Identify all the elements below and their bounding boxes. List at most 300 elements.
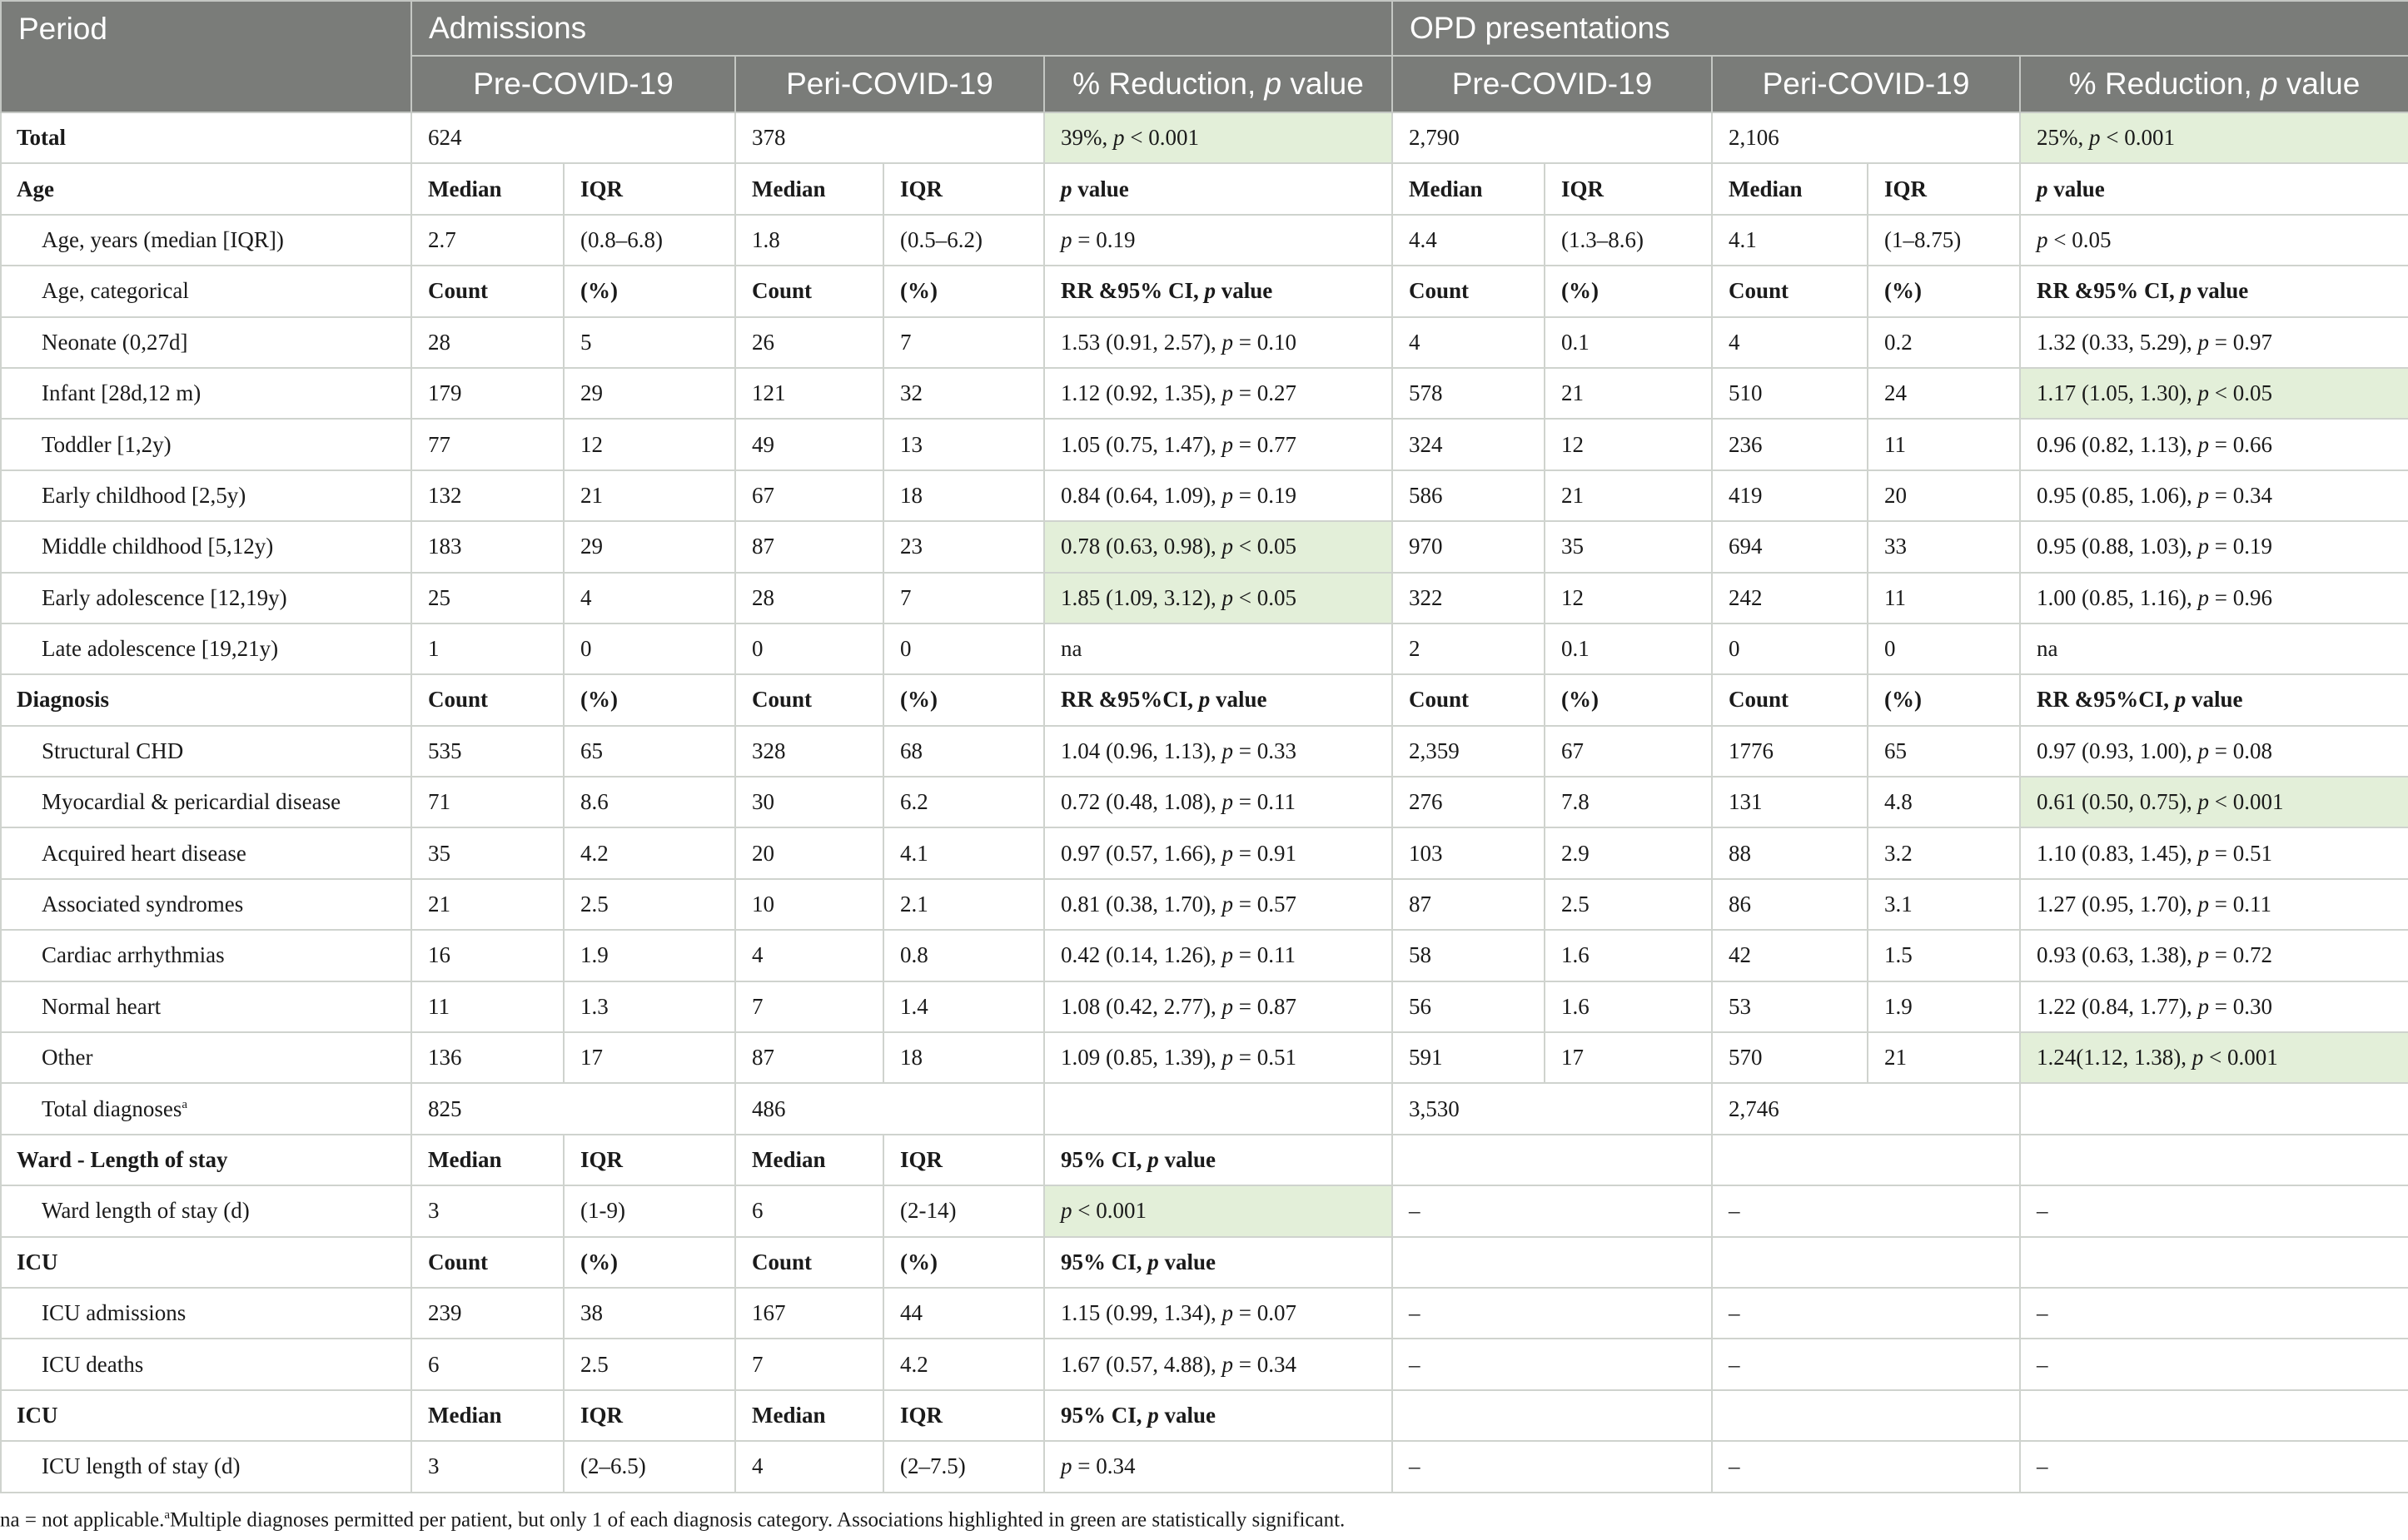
table-cell: 29 <box>564 368 735 419</box>
table-cell: 21 <box>1545 470 1712 521</box>
table-row <box>1 1288 2408 1339</box>
table-cell: 1.12 (0.92, 1.35), p = 0.27 <box>1044 368 1392 419</box>
table-cell: 88 <box>1712 827 1868 878</box>
table-cell: Count <box>411 674 564 725</box>
table-cell: 1.10 (0.83, 1.45), p = 0.51 <box>2020 827 2408 878</box>
admissions-reduction-header: % Reduction, p value <box>1044 56 1392 112</box>
table-cell: 0.97 (0.57, 1.66), p = 0.91 <box>1044 827 1392 878</box>
table-row <box>1 1032 2408 1083</box>
row-label-neonate-0-27d: Neonate (0,27d] <box>1 317 411 368</box>
table-row <box>1 266 2408 316</box>
table-cell: 20 <box>735 827 883 878</box>
table-cell: 322 <box>1392 573 1545 623</box>
table-cell: Count <box>735 1237 883 1288</box>
table-cell: 0.81 (0.38, 1.70), p = 0.57 <box>1044 879 1392 930</box>
table-cell: (0.5–6.2) <box>883 215 1044 266</box>
table-cell: 11 <box>1868 419 2020 469</box>
table-cell: 2.7 <box>411 215 564 266</box>
row-label-early-childhood-2-5y: Early childhood [2,5y) <box>1 470 411 521</box>
table-cell: 0.78 (0.63, 0.98), p < 0.05 <box>1044 521 1392 572</box>
table-cell: 7 <box>883 317 1044 368</box>
table-cell: 28 <box>411 317 564 368</box>
row-label-associated-syndromes: Associated syndromes <box>1 879 411 930</box>
table-cell: 1.67 (0.57, 4.88), p = 0.34 <box>1044 1339 1392 1389</box>
row-label-toddler-1-2y: Toddler [1,2y) <box>1 419 411 469</box>
table-cell <box>2020 1135 2408 1185</box>
opd-pre-header: Pre-COVID-19 <box>1392 56 1712 112</box>
table-cell: 12 <box>1545 573 1712 623</box>
table-row <box>1 981 2408 1032</box>
table-cell: 17 <box>564 1032 735 1083</box>
table-cell: 694 <box>1712 521 1868 572</box>
table-cell: (%) <box>1545 674 1712 725</box>
table-cell: 570 <box>1712 1032 1868 1083</box>
table-cell: 87 <box>735 521 883 572</box>
table-row <box>1 777 2408 827</box>
table-cell: 183 <box>411 521 564 572</box>
table-cell: (%) <box>883 1237 1044 1288</box>
table-cell: – <box>1392 1441 1712 1492</box>
table-cell: 86 <box>1712 879 1868 930</box>
opd-reduction-header: % Reduction, p value <box>2020 56 2408 112</box>
table-cell: IQR <box>564 1135 735 1185</box>
table-cell: IQR <box>883 1135 1044 1185</box>
row-label-icu: ICU <box>1 1237 411 1288</box>
table-cell: 3 <box>411 1441 564 1492</box>
table-cell: 3.1 <box>1868 879 2020 930</box>
table-cell: 179 <box>411 368 564 419</box>
table-cell: 0.84 (0.64, 1.09), p = 0.19 <box>1044 470 1392 521</box>
table-cell: IQR <box>883 163 1044 214</box>
table-cell: 1.4 <box>883 981 1044 1032</box>
table-cell: (1–8.75) <box>1868 215 2020 266</box>
table-cell: (%) <box>564 674 735 725</box>
table-cell: 18 <box>883 470 1044 521</box>
table-cell: IQR <box>1545 163 1712 214</box>
table-cell: – <box>1712 1185 2020 1236</box>
table-cell: 3,530 <box>1392 1083 1712 1134</box>
table-cell: 242 <box>1712 573 1868 623</box>
table-cell: 378 <box>735 112 1044 163</box>
header-row-1 <box>1 1 2408 56</box>
table-cell <box>1392 1135 1712 1185</box>
table-cell: 239 <box>411 1288 564 1339</box>
table-cell: 1.00 (0.85, 1.16), p = 0.96 <box>2020 573 2408 623</box>
table-cell: 20 <box>1868 470 2020 521</box>
table-cell: – <box>1712 1441 2020 1492</box>
table-cell: 35 <box>1545 521 1712 572</box>
footnote-superscript: a <box>164 1508 171 1522</box>
table-row <box>1 163 2408 214</box>
table-cell: p = 0.19 <box>1044 215 1392 266</box>
table-cell: (1-9) <box>564 1185 735 1236</box>
row-label-normal-heart: Normal heart <box>1 981 411 1032</box>
table-cell: 167 <box>735 1288 883 1339</box>
table-cell: RR &95%CI, p value <box>2020 674 2408 725</box>
table-cell: 44 <box>883 1288 1044 1339</box>
row-label-total-diagnoses: Total diagnoses$^a$ <box>1 1083 411 1134</box>
table-cell: 0.61 (0.50, 0.75), p < 0.001 <box>2020 777 2408 827</box>
table-cell: Median <box>411 1135 564 1185</box>
table-cell: Median <box>735 1390 883 1441</box>
table-cell: 5 <box>564 317 735 368</box>
table-cell: 11 <box>1868 573 2020 623</box>
row-label-infant-28d-12-m: Infant [28d,12 m) <box>1 368 411 419</box>
table-cell: 49 <box>735 419 883 469</box>
table-cell: Count <box>411 1237 564 1288</box>
table-cell: 35 <box>411 827 564 878</box>
row-label-age-years-median-iqr: Age, years (median [IQR]) <box>1 215 411 266</box>
table-cell: 4.1 <box>883 827 1044 878</box>
table-cell: 4 <box>1712 317 1868 368</box>
table-cell: 3 <box>411 1185 564 1236</box>
row-label-ward-length-of-stay: Ward - Length of stay <box>1 1135 411 1185</box>
row-label-age: Age <box>1 163 411 214</box>
table-cell: 0.1 <box>1545 623 1712 674</box>
table-cell: 67 <box>1545 726 1712 777</box>
table-cell: 121 <box>735 368 883 419</box>
table-cell: 0 <box>1712 623 1868 674</box>
table-cell: 0.93 (0.63, 1.38), p = 0.72 <box>2020 930 2408 981</box>
table-cell: 4.4 <box>1392 215 1545 266</box>
footnote-na: na = not applicable. <box>0 1508 165 1532</box>
table-cell: 510 <box>1712 368 1868 419</box>
table-cell: 1.05 (0.75, 1.47), p = 0.77 <box>1044 419 1392 469</box>
table-cell: (%) <box>1545 266 1712 316</box>
table-cell: 136 <box>411 1032 564 1083</box>
opd-peri-header: Peri-COVID-19 <box>1712 56 2020 112</box>
row-label-structural-chd: Structural CHD <box>1 726 411 777</box>
table-cell: Median <box>411 163 564 214</box>
row-label-cardiac-arrhythmias: Cardiac arrhythmias <box>1 930 411 981</box>
table-cell: 0.95 (0.85, 1.06), p = 0.34 <box>2020 470 2408 521</box>
table-row <box>1 1390 2408 1441</box>
table-cell: Median <box>735 1135 883 1185</box>
table-cell: 23 <box>883 521 1044 572</box>
table-cell: 0.2 <box>1868 317 2020 368</box>
table-cell: 32 <box>883 368 1044 419</box>
table-cell: 25 <box>411 573 564 623</box>
table-cell: 25%, p < 0.001 <box>2020 112 2408 163</box>
table-cell: (2–6.5) <box>564 1441 735 1492</box>
table-cell: (%) <box>883 674 1044 725</box>
table-cell: 486 <box>735 1083 1044 1134</box>
table-cell: 0 <box>564 623 735 674</box>
table-row <box>1 674 2408 725</box>
table-cell: 33 <box>1868 521 2020 572</box>
table-cell: 0.72 (0.48, 1.08), p = 0.11 <box>1044 777 1392 827</box>
table-cell: 0.1 <box>1545 317 1712 368</box>
table-cell: 324 <box>1392 419 1545 469</box>
table-cell: Count <box>735 266 883 316</box>
table-cell: 12 <box>1545 419 1712 469</box>
table-cell: 578 <box>1392 368 1545 419</box>
table-cell: Count <box>1392 266 1545 316</box>
table-cell: 1.15 (0.99, 1.34), p = 0.07 <box>1044 1288 1392 1339</box>
table-cell: 1.27 (0.95, 1.70), p = 0.11 <box>2020 879 2408 930</box>
table-cell: 7 <box>883 573 1044 623</box>
table-cell: 87 <box>1392 879 1545 930</box>
table-row <box>1 215 2408 266</box>
table-cell: 56 <box>1392 981 1545 1032</box>
table-cell: 95% CI, p value <box>1044 1237 1392 1288</box>
table-cell: 13 <box>883 419 1044 469</box>
table-cell: p < 0.05 <box>2020 215 2408 266</box>
table-cell: 30 <box>735 777 883 827</box>
row-label-late-adolescence-19-21y: Late adolescence [19,21y) <box>1 623 411 674</box>
table-cell: 21 <box>411 879 564 930</box>
table-row <box>1 1185 2408 1236</box>
table-cell: 95% CI, p value <box>1044 1135 1392 1185</box>
row-label-other: Other <box>1 1032 411 1083</box>
table-cell: 1.22 (0.84, 1.77), p = 0.30 <box>2020 981 2408 1032</box>
table-cell <box>1044 1083 1392 1134</box>
table-cell: IQR <box>1868 163 2020 214</box>
table-cell: p value <box>2020 163 2408 214</box>
table-cell: 2 <box>1392 623 1545 674</box>
row-label-icu-deaths: ICU deaths <box>1 1339 411 1389</box>
row-label-early-adolescence-12-19y: Early adolescence [12,19y) <box>1 573 411 623</box>
table-cell: 276 <box>1392 777 1545 827</box>
table-cell: p value <box>1044 163 1392 214</box>
table-cell: (2-14) <box>883 1185 1044 1236</box>
row-label-myocardial-pericardial-disease: Myocardial & pericardial disease <box>1 777 411 827</box>
table-cell: 4 <box>564 573 735 623</box>
table-cell: (2–7.5) <box>883 1441 1044 1492</box>
table-cell: 18 <box>883 1032 1044 1083</box>
table-cell: 0.42 (0.14, 1.26), p = 0.11 <box>1044 930 1392 981</box>
table-cell: IQR <box>564 163 735 214</box>
table-cell: 4 <box>1392 317 1545 368</box>
table-cell: 103 <box>1392 827 1545 878</box>
opd-header: OPD presentations <box>1392 1 2408 56</box>
table-cell: 1.09 (0.85, 1.39), p = 0.51 <box>1044 1032 1392 1083</box>
table-cell: 68 <box>883 726 1044 777</box>
table-cell: 6 <box>411 1339 564 1389</box>
table-row <box>1 317 2408 368</box>
row-label-total: Total <box>1 112 411 163</box>
table-cell: 11 <box>411 981 564 1032</box>
table-cell: Count <box>735 674 883 725</box>
table-cell: 10 <box>735 879 883 930</box>
table-cell: 71 <box>411 777 564 827</box>
table-cell: na <box>1044 623 1392 674</box>
table-cell: 419 <box>1712 470 1868 521</box>
table-cell: – <box>2020 1339 2408 1389</box>
table-row <box>1 1135 2408 1185</box>
table-cell: 0 <box>735 623 883 674</box>
admissions-header: Admissions <box>411 1 1392 56</box>
table-cell: 2,790 <box>1392 112 1712 163</box>
table-cell: 95% CI, p value <box>1044 1390 1392 1441</box>
table-cell: – <box>1712 1339 2020 1389</box>
table-cell: 65 <box>1868 726 2020 777</box>
table-row <box>1 930 2408 981</box>
table-cell: IQR <box>564 1390 735 1441</box>
table-cell: – <box>1392 1288 1712 1339</box>
table-row <box>1 112 2408 163</box>
table-cell: 39%, p < 0.001 <box>1044 112 1392 163</box>
table-cell: RR &95% CI, p value <box>2020 266 2408 316</box>
table-cell: Median <box>1392 163 1545 214</box>
table-cell: na <box>2020 623 2408 674</box>
table-cell: 1.3 <box>564 981 735 1032</box>
table-cell: 0.97 (0.93, 1.00), p = 0.08 <box>2020 726 2408 777</box>
table-cell: 38 <box>564 1288 735 1339</box>
admissions-peri-header: Peri-COVID-19 <box>735 56 1044 112</box>
table-cell: 2.1 <box>883 879 1044 930</box>
table-cell: 21 <box>1868 1032 2020 1083</box>
table-cell: 6 <box>735 1185 883 1236</box>
table-cell: 53 <box>1712 981 1868 1032</box>
table-cell: 0 <box>883 623 1044 674</box>
table-cell: 21 <box>564 470 735 521</box>
table-cell: 1.24(1.12, 1.38), p < 0.001 <box>2020 1032 2408 1083</box>
table-cell: 42 <box>1712 930 1868 981</box>
table-cell: p < 0.001 <box>1044 1185 1392 1236</box>
table-cell: Count <box>1392 674 1545 725</box>
table-cell: – <box>2020 1441 2408 1492</box>
table-cell: 1.9 <box>564 930 735 981</box>
table-cell: Count <box>1712 674 1868 725</box>
table-cell: (0.8–6.8) <box>564 215 735 266</box>
table-cell <box>1712 1135 2020 1185</box>
table-cell: 7 <box>735 1339 883 1389</box>
table-cell: 4 <box>735 1441 883 1492</box>
row-label-age-categorical: Age, categorical <box>1 266 411 316</box>
table-cell: 0.8 <box>883 930 1044 981</box>
table-cell: 970 <box>1392 521 1545 572</box>
table-cell: 1.6 <box>1545 930 1712 981</box>
table-cell: RR &95%CI, p value <box>1044 674 1392 725</box>
row-label-acquired-heart-disease: Acquired heart disease <box>1 827 411 878</box>
footnote-marker: a <box>182 1097 187 1111</box>
table-cell: p = 0.34 <box>1044 1441 1392 1492</box>
table-cell: 0 <box>1868 623 2020 674</box>
table-cell <box>2020 1237 2408 1288</box>
table-cell: 1 <box>411 623 564 674</box>
table-cell: – <box>2020 1185 2408 1236</box>
table-cell <box>1712 1237 2020 1288</box>
table-row <box>1 573 2408 623</box>
table-cell: Median <box>735 163 883 214</box>
table-cell: 2.5 <box>564 1339 735 1389</box>
table-cell: – <box>1392 1339 1712 1389</box>
table-cell: IQR <box>883 1390 1044 1441</box>
table-cell: 4.8 <box>1868 777 2020 827</box>
table-cell: 1.32 (0.33, 5.29), p = 0.97 <box>2020 317 2408 368</box>
table-row <box>1 1441 2408 1492</box>
table-cell: 624 <box>411 112 735 163</box>
table-cell: 4.1 <box>1712 215 1868 266</box>
table-cell: Count <box>1712 266 1868 316</box>
table-cell: 1776 <box>1712 726 1868 777</box>
table-row <box>1 1083 2408 1134</box>
table-cell: 8.6 <box>564 777 735 827</box>
table-cell: 0.96 (0.82, 1.13), p = 0.66 <box>2020 419 2408 469</box>
table-cell: – <box>1712 1288 2020 1339</box>
table-cell: 1.8 <box>735 215 883 266</box>
table-cell: 132 <box>411 470 564 521</box>
table-cell: 591 <box>1392 1032 1545 1083</box>
table-cell: 2,106 <box>1712 112 2020 163</box>
table-cell: 16 <box>411 930 564 981</box>
table-row <box>1 827 2408 878</box>
row-label-diagnosis: Diagnosis <box>1 674 411 725</box>
table-cell: 2.9 <box>1545 827 1712 878</box>
table-cell: 1.9 <box>1868 981 2020 1032</box>
table-row <box>1 879 2408 930</box>
table-cell: Median <box>411 1390 564 1441</box>
table-cell: 1.17 (1.05, 1.30), p < 0.05 <box>2020 368 2408 419</box>
footnote-text: Multiple diagnoses permitted per patient, but only 1 of each diagnosis category. Associations highlighted in green are statistically significant. <box>170 1508 1346 1532</box>
table-cell: (1.3–8.6) <box>1545 215 1712 266</box>
table-cell: 7.8 <box>1545 777 1712 827</box>
table-cell: 4.2 <box>564 827 735 878</box>
table-cell: (%) <box>1868 266 2020 316</box>
table-cell: Median <box>1712 163 1868 214</box>
table-row <box>1 368 2408 419</box>
admissions-pre-header: Pre-COVID-19 <box>411 56 735 112</box>
table-cell: RR &95% CI, p value <box>1044 266 1392 316</box>
table-cell: 12 <box>564 419 735 469</box>
table-cell: 17 <box>1545 1032 1712 1083</box>
table-row <box>1 726 2408 777</box>
table-cell: 1.85 (1.09, 3.12), p < 0.05 <box>1044 573 1392 623</box>
table-cell: 2.5 <box>564 879 735 930</box>
table-cell: 1.04 (0.96, 1.13), p = 0.33 <box>1044 726 1392 777</box>
table-cell: 26 <box>735 317 883 368</box>
row-label-ward-length-of-stay-d: Ward length of stay (d) <box>1 1185 411 1236</box>
table-cell: Count <box>411 266 564 316</box>
table-cell: (%) <box>1868 674 2020 725</box>
table-row <box>1 470 2408 521</box>
table-cell: 2.5 <box>1545 879 1712 930</box>
table-cell: 87 <box>735 1032 883 1083</box>
table-cell: (%) <box>564 266 735 316</box>
table-cell <box>1392 1390 1712 1441</box>
table-cell <box>2020 1390 2408 1441</box>
table-cell: 65 <box>564 726 735 777</box>
table-row <box>1 1339 2408 1389</box>
table-cell: 24 <box>1868 368 2020 419</box>
period-header: Period <box>1 1 411 112</box>
table-cell <box>1392 1237 1712 1288</box>
table-cell: 28 <box>735 573 883 623</box>
table-cell: – <box>1392 1185 1712 1236</box>
table-cell: 328 <box>735 726 883 777</box>
row-label-icu: ICU <box>1 1390 411 1441</box>
table-cell: 3.2 <box>1868 827 2020 878</box>
table-cell: 1.08 (0.42, 2.77), p = 0.87 <box>1044 981 1392 1032</box>
table-cell: 67 <box>735 470 883 521</box>
table-cell: 825 <box>411 1083 735 1134</box>
table-cell: 77 <box>411 419 564 469</box>
table-cell: 0.95 (0.88, 1.03), p = 0.19 <box>2020 521 2408 572</box>
table-cell: 21 <box>1545 368 1712 419</box>
table-cell: (%) <box>883 266 1044 316</box>
row-label-icu-length-of-stay-d: ICU length of stay (d) <box>1 1441 411 1492</box>
table-cell: 2,359 <box>1392 726 1545 777</box>
table-row <box>1 521 2408 572</box>
table-cell: 29 <box>564 521 735 572</box>
table-row <box>1 1237 2408 1288</box>
table-cell: 4 <box>735 930 883 981</box>
table-cell: (%) <box>564 1237 735 1288</box>
table-cell: 1.6 <box>1545 981 1712 1032</box>
table-cell: 7 <box>735 981 883 1032</box>
table-cell: 4.2 <box>883 1339 1044 1389</box>
